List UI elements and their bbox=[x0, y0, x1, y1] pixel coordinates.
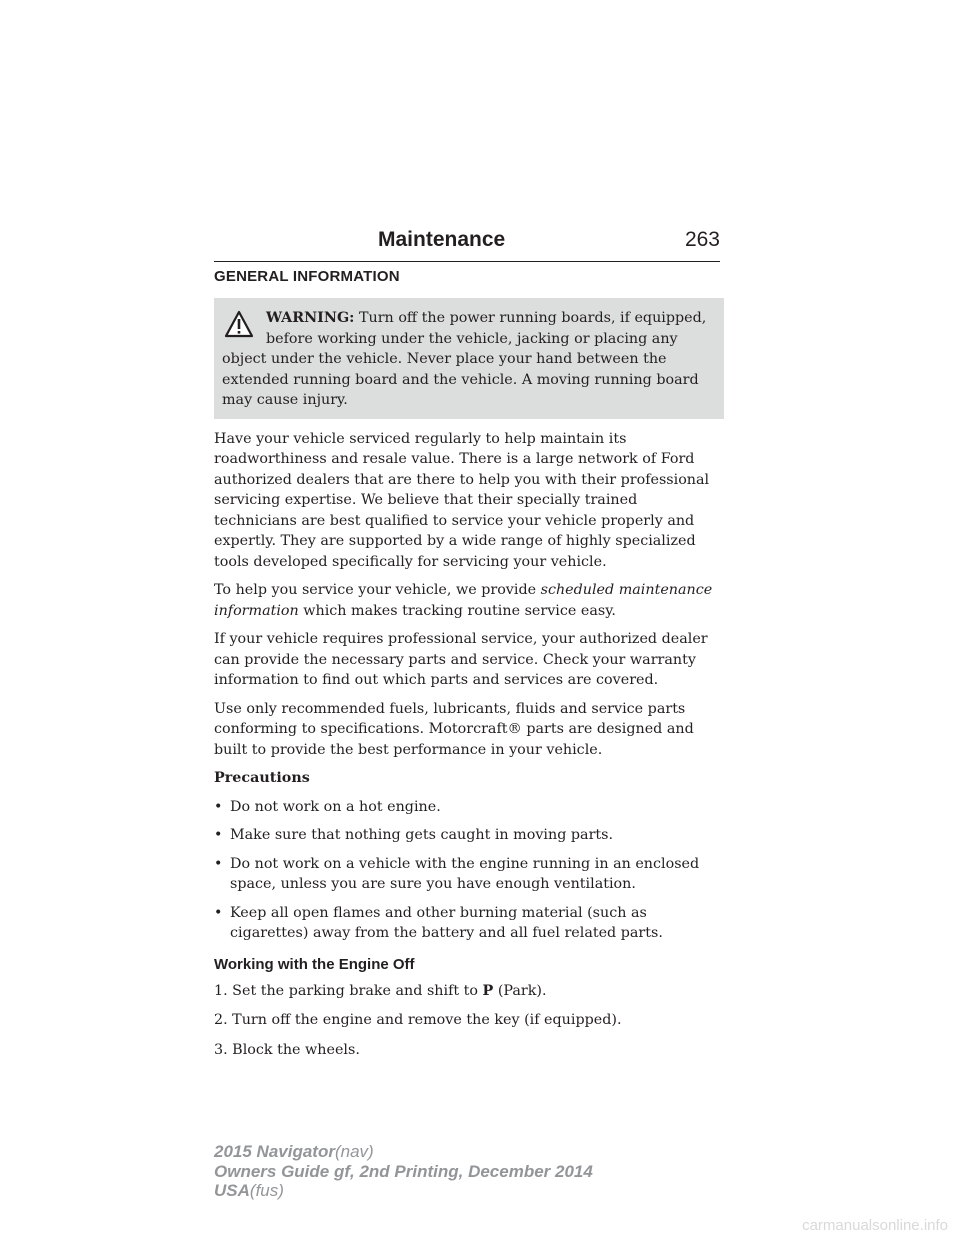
warning-box bbox=[214, 298, 724, 419]
list-item-text: Keep all open flames and other burning material (such as cigarettes) away from the battery and all fuel related parts. bbox=[230, 904, 663, 941]
step-1 bbox=[214, 981, 724, 1002]
footer-market-code: (fus) bbox=[249, 1181, 284, 1200]
paragraph-scheduled-maintenance bbox=[214, 580, 724, 621]
paragraph-servicing: Have your vehicle serviced regularly to help maintain its roadworthiness and resale value. There is a large network of Ford authorized dealers that are there to help you with their professional servicing expertise. We believe that their specially trained technicians are best qualified to service your vehicle properly and expertly. They are supported by a wide range of highly specialized tools developed specifically for servicing your vehicle. bbox=[214, 430, 710, 570]
step-text: (Park). bbox=[493, 982, 547, 999]
list-item-text: Make sure that nothing gets caught in moving parts. bbox=[230, 827, 614, 843]
paragraph-professional-service: If your vehicle requires professional service, your authorized dealer can provide the necessary parts and service. Check your warranty information to find out which parts and services are covered. bbox=[214, 631, 708, 688]
heading-engine-off: Working with the Engine Off bbox=[214, 955, 415, 973]
step-3: 3. Block the wheels. bbox=[214, 1041, 360, 1058]
scheduled-maintenance-reference: scheduled maintenance information bbox=[214, 582, 713, 619]
list-item bbox=[214, 854, 724, 895]
precautions-list bbox=[214, 797, 724, 944]
list-item-text: Do not work on a hot engine. bbox=[230, 798, 441, 815]
list-item bbox=[214, 903, 724, 944]
step-text: 1. Set the parking brake and shift to bbox=[214, 982, 483, 999]
page-number: 263 bbox=[684, 228, 720, 251]
step-2: 2. Turn off the engine and remove the key (if equipped). bbox=[214, 1012, 622, 1028]
paragraph-recommended-fluids: Use only recommended fuels, lubricants, fluids and service parts conforming to specifications. Motorcraft® parts are designed and built to provide the best performance in your vehicle. bbox=[214, 700, 694, 758]
section-title: Maintenance bbox=[378, 228, 506, 251]
footer-line-1 bbox=[214, 1142, 593, 1162]
heading-general-information: GENERAL INFORMATION bbox=[214, 268, 400, 285]
watermark: carmanualsonline.info bbox=[802, 1217, 948, 1234]
footer-market: USA bbox=[214, 1181, 250, 1200]
footer-model-code: (nav) bbox=[334, 1142, 374, 1161]
list-item-text: Do not work on a vehicle with the engine running in an enclosed space, unless you are sure you have enough ventilation. bbox=[230, 855, 700, 892]
footer-line-2: Owners Guide gf, 2nd Printing, December 2014 bbox=[214, 1161, 593, 1181]
list-item bbox=[214, 825, 724, 846]
warning-label: WARNING: bbox=[266, 310, 355, 326]
page-header bbox=[214, 228, 720, 262]
park-symbol: P bbox=[482, 982, 494, 999]
precautions-title: Precautions bbox=[214, 770, 310, 786]
bullet: • bbox=[214, 827, 223, 843]
warning-text: Turn off the power running boards, if equipped, before working under the vehicle, jacking or placing any object under the vehicle. Never place your hand between the extended running board and the vehicle. A moving running board may cause injury. bbox=[222, 310, 707, 408]
footer-line-3 bbox=[214, 1181, 593, 1201]
bullet: • bbox=[214, 904, 223, 921]
bullet: • bbox=[214, 855, 223, 872]
paragraph-text: which makes tracking routine service easy. bbox=[298, 602, 616, 619]
warning-triangle-icon bbox=[224, 310, 254, 346]
footer-model: 2015 Navigator bbox=[214, 1142, 335, 1161]
page-content bbox=[214, 268, 724, 1069]
paragraph-text: To help you service your vehicle, we provide bbox=[214, 582, 541, 598]
page-footer bbox=[214, 1142, 593, 1201]
bullet: • bbox=[214, 798, 223, 815]
list-item bbox=[214, 797, 724, 818]
